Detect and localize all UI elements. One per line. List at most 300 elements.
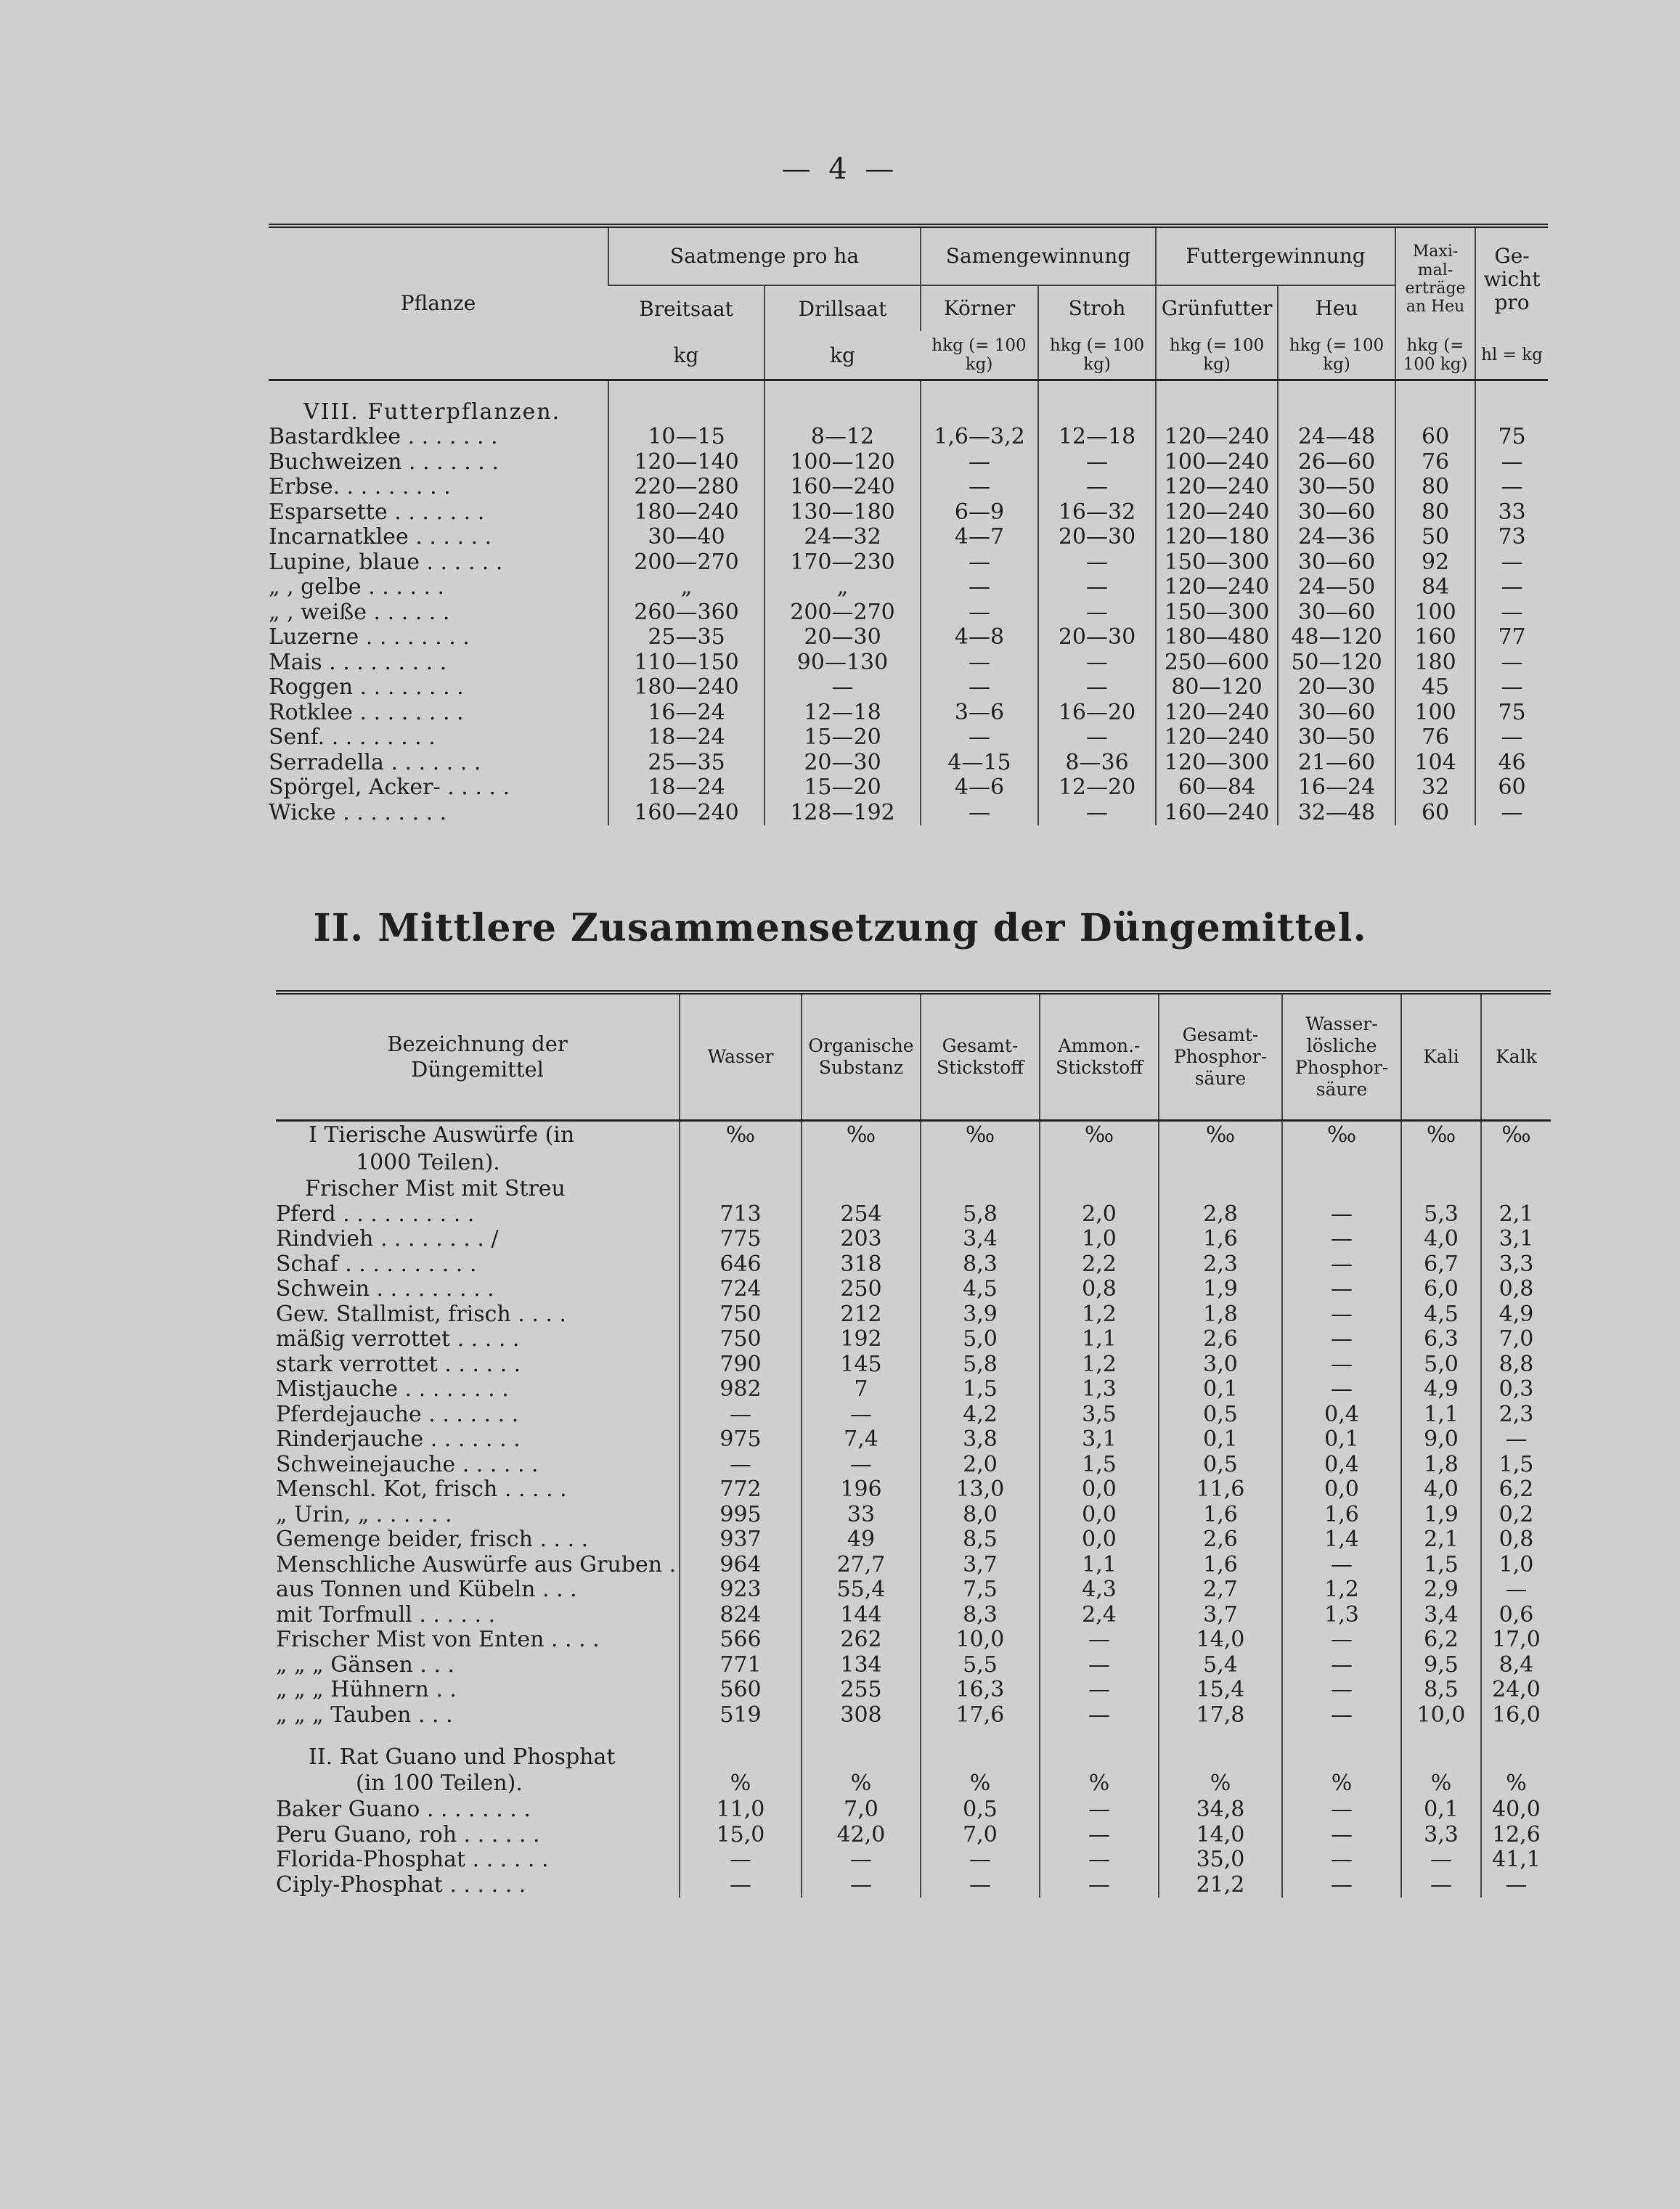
cell-value: —	[1040, 1703, 1159, 1728]
cell-value: 4—7	[921, 525, 1038, 550]
cell-value: 8—36	[1038, 751, 1156, 776]
row-label: Menschliche Auswürfe aus Gruben .	[276, 1552, 677, 1577]
cell-value: 13,0	[921, 1477, 1040, 1503]
cell-value: 5,5	[921, 1653, 1040, 1678]
cell-value: 5,4	[1159, 1653, 1282, 1678]
cell-value: 4,0	[1401, 1227, 1481, 1252]
cell-value: 24—50	[1278, 575, 1395, 600]
cell-value: —	[1475, 675, 1548, 701]
cell-value: 1,2	[1282, 1577, 1401, 1603]
fertilizer-table	[276, 990, 1551, 1898]
header-samengewinnung: Samengewinnung	[921, 226, 1156, 285]
cell-value: 32	[1395, 775, 1475, 801]
header-organische: Organische Substanz	[802, 992, 921, 1121]
unit-label: ‰	[1481, 1121, 1551, 1150]
cell-value: 1,6	[1159, 1503, 1282, 1528]
cell-value: 0,5	[1159, 1402, 1282, 1428]
row-label: Buchweizen . . . . . . .	[269, 449, 499, 475]
cell-value: 30—60	[1278, 500, 1395, 526]
cell-value: 5,8	[921, 1202, 1040, 1228]
cell-value: 25—35	[608, 751, 764, 776]
cell-value: 130—180	[764, 500, 921, 526]
cell-value: 5,3	[1401, 1202, 1481, 1228]
cell-value: 120—240	[1156, 725, 1278, 751]
unit-label: %	[1159, 1770, 1282, 1797]
table-row	[276, 1402, 1551, 1428]
header-maxi: Maxi-mal-erträge an Heu	[1395, 226, 1475, 331]
cell-value: 0,1	[1159, 1377, 1282, 1402]
row-label: „ , gelbe . . . . . .	[269, 575, 445, 600]
table-row	[269, 450, 1548, 475]
row-label: Rinderjauche . . . . . . .	[276, 1427, 521, 1453]
cell-value: 0,0	[1040, 1477, 1159, 1503]
cell-value: 50	[1395, 525, 1475, 550]
table-row	[269, 775, 1548, 801]
table-row	[276, 1427, 1551, 1453]
cell-value: 16—32	[1038, 500, 1156, 526]
table-row	[276, 1847, 1551, 1873]
header-kali: Kali	[1401, 992, 1481, 1121]
cell-value: 3,1	[1040, 1427, 1159, 1453]
cell-value: —	[1401, 1847, 1481, 1873]
cell-value: 16—24	[608, 701, 764, 726]
table-row	[269, 425, 1548, 450]
unit-label: ‰	[1282, 1121, 1401, 1150]
cell-value: 84	[1395, 575, 1475, 600]
table-row	[269, 500, 1548, 526]
cell-value: 4,2	[921, 1402, 1040, 1428]
cell-value: 750	[680, 1327, 802, 1352]
cell-value: 1,1	[1040, 1553, 1159, 1578]
table-row	[269, 801, 1548, 826]
cell-value: 73	[1475, 525, 1548, 550]
cell-value: 2,0	[1040, 1202, 1159, 1228]
row-label: „ „ „ Gänsen . . .	[276, 1652, 455, 1678]
cell-value: —	[1038, 575, 1156, 600]
cell-value: 8,8	[1481, 1352, 1551, 1378]
cell-value: —	[1282, 1302, 1401, 1328]
cell-value: 9,0	[1401, 1427, 1481, 1453]
cell-value: —	[1475, 801, 1548, 826]
cell-value: 7,0	[802, 1797, 921, 1823]
cell-value: 120—180	[1156, 525, 1278, 550]
row-label: Florida-Phosphat . . . . . .	[276, 1847, 549, 1873]
cell-value: 4—6	[921, 775, 1038, 801]
cell-value: —	[921, 801, 1038, 826]
cell-value: 50—120	[1278, 650, 1395, 676]
row-label: Pferd . . . . . . . . . .	[276, 1201, 475, 1227]
table-row	[276, 1327, 1551, 1352]
cell-value: 30—60	[1278, 701, 1395, 726]
cell-value: 255	[802, 1678, 921, 1703]
cell-value: —	[921, 550, 1038, 576]
cell-value: 1,1	[1401, 1402, 1481, 1428]
cell-value: 1,2	[1040, 1302, 1159, 1328]
table-row	[269, 725, 1548, 751]
row-label: aus Tonnen und Kübeln . . .	[276, 1577, 577, 1603]
cell-value: 30—40	[608, 525, 764, 550]
cell-value: 308	[802, 1703, 921, 1728]
cell-value: 160—240	[764, 475, 921, 500]
table-row	[269, 575, 1548, 600]
header-koerner: Körner	[921, 285, 1038, 331]
cell-value: —	[1038, 801, 1156, 826]
cell-value: 4,9	[1401, 1377, 1481, 1402]
cell-value: 14,0	[1159, 1823, 1282, 1848]
cell-value: —	[680, 1873, 802, 1898]
cell-value: 771	[680, 1653, 802, 1678]
cell-value: 8—12	[764, 425, 921, 450]
cell-value: 120—140	[608, 450, 764, 475]
cell-value: 120—240	[1156, 500, 1278, 526]
cell-value: 90—130	[764, 650, 921, 676]
cell-value: —	[802, 1453, 921, 1478]
cell-value: 33	[802, 1503, 921, 1528]
cell-value: 1,6	[1159, 1227, 1282, 1252]
unit-label: %	[921, 1770, 1040, 1797]
cell-value: 1,5	[1040, 1453, 1159, 1478]
cell-value: 17,8	[1159, 1703, 1282, 1728]
page-number: — 4 —	[781, 152, 899, 186]
cell-value: 8,0	[921, 1503, 1040, 1528]
table-row	[276, 1603, 1551, 1628]
cell-value: 30—50	[1278, 475, 1395, 500]
cell-value: 2,6	[1159, 1527, 1282, 1553]
header-bezeichnung: Bezeichnung der Düngemittel	[387, 1032, 568, 1082]
cell-value: —	[921, 475, 1038, 500]
cell-value: 1,8	[1159, 1302, 1282, 1328]
cell-value: —	[921, 450, 1038, 475]
row-label: Rotklee . . . . . . . .	[269, 700, 464, 725]
cell-value: 1,4	[1282, 1527, 1401, 1553]
header-saatmenge: Saatmenge pro ha	[608, 226, 921, 285]
cell-value: 16,3	[921, 1678, 1040, 1703]
cell-value: —	[1038, 725, 1156, 751]
cell-value: 76	[1395, 725, 1475, 751]
row-label: Lupine, blaue . . . . . .	[269, 550, 503, 575]
cell-value: 12—18	[764, 701, 921, 726]
cell-value: 250—600	[1156, 650, 1278, 676]
section-title: VIII. Futterpflanzen.	[303, 399, 561, 425]
cell-value: —	[1475, 725, 1548, 751]
table-row	[276, 1873, 1551, 1898]
cell-value: 6,7	[1401, 1252, 1481, 1278]
cell-value: 0,4	[1282, 1402, 1401, 1428]
cell-value: 160—240	[608, 801, 764, 826]
cell-value: —	[802, 1847, 921, 1873]
cell-value: 3—6	[921, 701, 1038, 726]
cell-value: 1,5	[1401, 1553, 1481, 1578]
table-row	[269, 625, 1548, 650]
cell-value: —	[921, 650, 1038, 676]
unit-hkg: hkg (= 100 kg)	[1038, 331, 1156, 380]
cell-value: 24,0	[1481, 1678, 1551, 1703]
cell-value: —	[1282, 1252, 1401, 1278]
cell-value: 1,8	[1401, 1453, 1481, 1478]
cell-value: 17,0	[1481, 1628, 1551, 1653]
section-row	[276, 1728, 1551, 1770]
table-row	[269, 550, 1548, 576]
cell-value: 519	[680, 1703, 802, 1728]
unit-label: ‰	[921, 1121, 1040, 1150]
row-label: Mais . . . . . . . . .	[269, 650, 447, 675]
cell-value: 3,7	[921, 1553, 1040, 1578]
cell-value: 16,0	[1481, 1703, 1551, 1728]
cell-value: —	[1040, 1653, 1159, 1678]
table-row	[269, 675, 1548, 701]
row-label: Gemenge beider, frisch . . . .	[276, 1527, 589, 1553]
table-row	[276, 1577, 1551, 1603]
cell-value: —	[680, 1453, 802, 1478]
cell-value: 1,0	[1481, 1553, 1551, 1578]
row-label: Schweinejauche . . . . . .	[276, 1452, 539, 1477]
section-row	[276, 1177, 1551, 1202]
row-label: Esparsette . . . . . . .	[269, 499, 485, 525]
cell-value: 0,4	[1282, 1453, 1401, 1478]
row-label: Luzerne . . . . . . . .	[269, 625, 470, 650]
cell-value: „	[608, 575, 764, 600]
row-label: Spörgel, Acker- . . . . .	[269, 775, 510, 801]
table-row	[276, 1302, 1551, 1328]
header-gruenfutter: Grünfutter	[1156, 285, 1278, 331]
cell-value: —	[1475, 575, 1548, 600]
cell-value: 15,4	[1159, 1678, 1282, 1703]
cell-value: —	[1282, 1327, 1401, 1352]
section-heading: II. Mittlere Zusammensetzung der Düngemittel.	[313, 906, 1367, 950]
row-label: „ „ „ Tauben . . .	[276, 1702, 453, 1728]
table-row	[276, 1797, 1551, 1823]
cell-value: 34,8	[1159, 1797, 1282, 1823]
cell-value: 120—240	[1156, 701, 1278, 726]
cell-value: 26—60	[1278, 450, 1395, 475]
cell-value: 3,0	[1159, 1352, 1282, 1378]
table-row	[276, 1202, 1551, 1228]
table-row	[276, 1352, 1551, 1378]
cell-value: 6,3	[1401, 1327, 1481, 1352]
table-row	[276, 1252, 1551, 1278]
unit-label: %	[1040, 1770, 1159, 1797]
cell-value: 2,3	[1481, 1402, 1551, 1428]
cell-value: —	[1282, 1377, 1401, 1402]
cell-value: 6—9	[921, 500, 1038, 526]
cell-value: 2,1	[1481, 1202, 1551, 1228]
cell-value: 824	[680, 1603, 802, 1628]
row-label: mit Torfmull . . . . . .	[276, 1602, 496, 1628]
cell-value: 16—20	[1038, 701, 1156, 726]
cell-value: 18—24	[608, 725, 764, 751]
cell-value: 0,3	[1481, 1377, 1551, 1402]
section-row	[276, 1770, 1551, 1797]
cell-value: 0,8	[1040, 1277, 1159, 1302]
cell-value: —	[680, 1402, 802, 1428]
cell-value: 7,0	[1481, 1327, 1551, 1352]
cell-value: —	[921, 1847, 1040, 1873]
cell-value: 60—84	[1156, 775, 1278, 801]
section-label: (in 100 Teilen).	[356, 1771, 523, 1796]
cell-value: 3,4	[1401, 1603, 1481, 1628]
cell-value: 200—270	[764, 600, 921, 626]
cell-value: 2,1	[1401, 1527, 1481, 1553]
cell-value: 42,0	[802, 1823, 921, 1848]
cell-value: —	[1282, 1873, 1401, 1898]
cell-value: 128—192	[764, 801, 921, 826]
row-label: Frischer Mist von Enten . . . .	[276, 1628, 600, 1653]
cell-value: 14,0	[1159, 1628, 1282, 1653]
header-futtergewinnung: Futtergewinnung	[1156, 226, 1395, 285]
cell-value: 0,0	[1040, 1527, 1159, 1553]
cell-value: 2,0	[921, 1453, 1040, 1478]
cell-value: 49	[802, 1527, 921, 1553]
cell-value: 9,5	[1401, 1653, 1481, 1678]
cell-value: 2,7	[1159, 1577, 1282, 1603]
cell-value: —	[1040, 1797, 1159, 1823]
cell-value: 8,5	[921, 1527, 1040, 1553]
row-label: „ „ „ Hühnern . .	[276, 1678, 457, 1703]
table-row	[276, 1527, 1551, 1553]
row-label: „ , weiße . . . . . .	[269, 600, 450, 625]
unit-label: ‰	[680, 1121, 802, 1150]
unit-hkg: hkg (= 100 kg)	[931, 335, 1027, 374]
cell-value: 76	[1395, 450, 1475, 475]
row-label: Senf. . . . . . . . .	[269, 725, 436, 751]
cell-value: 30—60	[1278, 600, 1395, 626]
table-row	[269, 525, 1548, 550]
cell-value: 2,8	[1159, 1202, 1282, 1228]
cell-value: 12,6	[1481, 1823, 1551, 1848]
cell-value: 212	[802, 1302, 921, 1328]
cell-value: 7,4	[802, 1427, 921, 1453]
cell-value: 8,3	[921, 1603, 1040, 1628]
cell-value: 7,0	[921, 1823, 1040, 1848]
section-label: Frischer Mist mit Streu	[305, 1177, 566, 1202]
cell-value: 20—30	[764, 751, 921, 776]
cell-value: —	[1282, 1227, 1401, 1252]
section-label: I Tierische Auswürfe (in	[309, 1122, 575, 1148]
table-row	[276, 1628, 1551, 1653]
cell-value: 1,6	[1159, 1553, 1282, 1578]
unit-label: ‰	[1401, 1121, 1481, 1150]
row-label: Gew. Stallmist, frisch . . . .	[276, 1302, 567, 1327]
cell-value: 3,9	[921, 1302, 1040, 1328]
cell-value: 120—240	[1156, 575, 1278, 600]
cell-value: 41,1	[1481, 1847, 1551, 1873]
cell-value: 982	[680, 1377, 802, 1402]
cell-value: —	[1475, 600, 1548, 626]
cell-value: 1,6—3,2	[921, 425, 1038, 450]
cell-value: 10—15	[608, 425, 764, 450]
cell-value: —	[1481, 1873, 1551, 1898]
cell-value: 75	[1475, 425, 1548, 450]
cell-value: 790	[680, 1352, 802, 1378]
cell-value: 0,0	[1282, 1477, 1401, 1503]
cell-value: 92	[1395, 550, 1475, 576]
table-row	[276, 1678, 1551, 1703]
cell-value: 24—48	[1278, 425, 1395, 450]
cell-value: 0,2	[1481, 1503, 1551, 1528]
cell-value: 566	[680, 1628, 802, 1653]
cell-value: 995	[680, 1503, 802, 1528]
unit-label: %	[1282, 1770, 1401, 1797]
cell-value: —	[680, 1847, 802, 1873]
header-breitsaat: Breitsaat kg	[639, 296, 733, 368]
cell-value: 45	[1395, 675, 1475, 701]
cell-value: 3,1	[1481, 1227, 1551, 1252]
cell-value: 30—60	[1278, 550, 1395, 576]
row-label: Wicke . . . . . . . .	[269, 800, 447, 825]
header-heu: Heu	[1278, 285, 1395, 331]
unit-hl: hl = kg	[1475, 331, 1548, 380]
cell-value: —	[1040, 1823, 1159, 1848]
cell-value: 220—280	[608, 475, 764, 500]
table-row	[269, 600, 1548, 626]
row-label: stark verrottet . . . . . .	[276, 1352, 521, 1377]
header-pflanze: Pflanze	[400, 290, 476, 315]
cell-value: 6,0	[1401, 1277, 1481, 1302]
table-row	[276, 1453, 1551, 1478]
cell-value: 15—20	[764, 775, 921, 801]
cell-value: 16—24	[1278, 775, 1395, 801]
cell-value: 75	[1475, 701, 1548, 726]
cell-value: 21,2	[1159, 1873, 1282, 1898]
cell-value: 560	[680, 1678, 802, 1703]
cell-value: 33	[1475, 500, 1548, 526]
table-row	[269, 650, 1548, 676]
table-row	[276, 1377, 1551, 1402]
header-gesamt-stickstoff: Gesamt-Stickstoff	[921, 992, 1040, 1121]
cell-value: 196	[802, 1477, 921, 1503]
cell-value: 100—120	[764, 450, 921, 475]
cell-value: 110—150	[608, 650, 764, 676]
cell-value: 104	[1395, 751, 1475, 776]
cell-value: 11,0	[680, 1797, 802, 1823]
header-ammon-stickstoff: Ammon.-Stickstoff	[1040, 992, 1159, 1121]
cell-value: —	[1282, 1277, 1401, 1302]
header-drillsaat: Drillsaat kg	[764, 285, 921, 380]
cell-value: 180—480	[1156, 625, 1278, 650]
cell-value: 160—240	[1156, 801, 1278, 826]
cell-value: —	[1038, 675, 1156, 701]
cell-value: 923	[680, 1577, 802, 1603]
cell-value: 6,2	[1481, 1477, 1551, 1503]
cell-value: 1,5	[1481, 1453, 1551, 1478]
table-row	[269, 751, 1548, 776]
cell-value: —	[1475, 550, 1548, 576]
cell-value: 975	[680, 1427, 802, 1453]
cell-value: —	[1481, 1427, 1551, 1453]
cell-value: 180—240	[608, 500, 764, 526]
cell-value: 25—35	[608, 625, 764, 650]
cell-value: 0,5	[921, 1797, 1040, 1823]
cell-value: 100—240	[1156, 450, 1278, 475]
cell-value: 35,0	[1159, 1847, 1282, 1873]
cell-value: 200—270	[608, 550, 764, 576]
row-label: mäßig verrottet . . . . .	[276, 1327, 520, 1352]
row-label: Ciply-Phosphat . . . . . .	[276, 1872, 526, 1898]
cell-value: 4—15	[921, 751, 1038, 776]
cell-value: 20—30	[764, 625, 921, 650]
cell-value: 1,2	[1040, 1352, 1159, 1378]
header-stroh: Stroh	[1038, 285, 1156, 331]
cell-value: —	[1038, 550, 1156, 576]
section-label: 1000 Teilen).	[356, 1150, 500, 1175]
cell-value: —	[1038, 600, 1156, 626]
table-row	[276, 1477, 1551, 1503]
cell-value: 1,9	[1401, 1503, 1481, 1528]
cell-value: —	[1040, 1678, 1159, 1703]
cell-value: —	[921, 675, 1038, 701]
cell-value: 5,0	[1401, 1352, 1481, 1378]
cell-value: „	[764, 575, 921, 600]
